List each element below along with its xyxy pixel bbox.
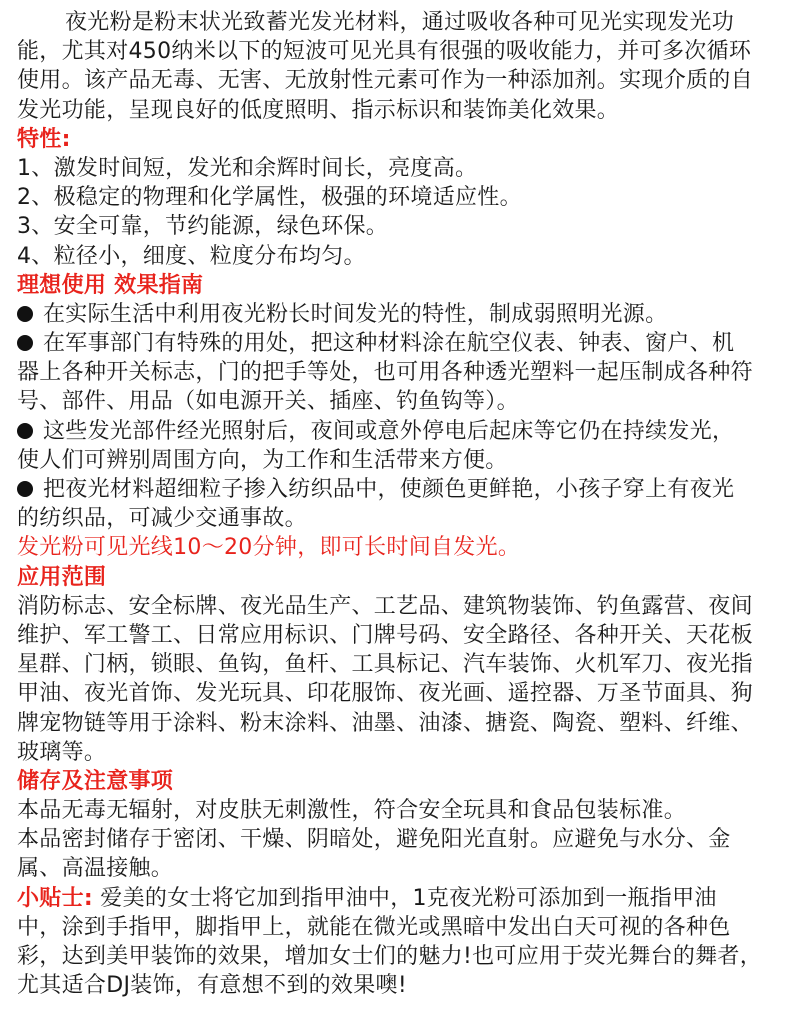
applications-line: 消防标志、安全标牌、夜光品生产、工艺品、建筑物装饰、钓鱼露营、夜间 — [17, 593, 753, 619]
tips-label: 小贴士: — [17, 885, 93, 911]
feature-item: 2、极稳定的物理和化学属性，极强的环境适应性。 — [17, 185, 522, 211]
intro-line: 发光功能，呈现良好的低度照明、指示标识和装饰美化效果。 — [17, 97, 620, 123]
usage-note: 发光粉可见光线10～20分钟，即可长时间自发光。 — [17, 535, 521, 561]
usage-line: 在实际生活中利用夜光粉长时间发光的特性，制成弱照明光源。 — [17, 300, 774, 329]
applications-line: 玻璃等。 — [17, 739, 107, 765]
intro-line: 使用。该产品无毒、无害、无放射性元素可作为一种添加剂。实现介质的自 — [17, 68, 753, 94]
feature-item: 4、粒径小，细度、粒度分布均匀。 — [17, 243, 366, 269]
usage-title: 理想使用 效果指南 — [17, 272, 204, 298]
intro-paragraph — [17, 8, 774, 125]
usage-line: 在军事部门有特殊的用处，把这种材料涂在航空仪表、钟表、窗户、机 — [17, 329, 774, 358]
storage-line: 属、高温接触。 — [17, 856, 174, 882]
storage-section — [17, 767, 774, 884]
bullet-icon — [17, 335, 33, 351]
bullet-icon — [17, 423, 33, 439]
applications-title: 应用范围 — [17, 564, 107, 590]
storage-line: 本品无毒无辐射，对皮肤无刺激性，符合安全玩具和食品包装标准。 — [17, 798, 687, 824]
feature-item: 1、激发时间短，发光和余辉时间长，亮度高。 — [17, 155, 478, 181]
tips-line: 彩，达到美甲装饰的效果，增加女士们的魅力!也可应用于荧光舞台的舞者， — [17, 944, 763, 969]
tips-line: 尤其适合DJ装饰，有意想不到的效果噢! — [17, 973, 407, 999]
storage-line: 本品密封储存于密闭、干燥、阴暗处，避免阳光直射。应避免与水分、金 — [17, 827, 731, 853]
feature-item: 3、安全可靠，节约能源，绿色环保。 — [17, 214, 389, 240]
features-title: 特性: — [17, 126, 71, 152]
applications-section — [17, 563, 774, 767]
applications-line: 星群、门柄，锁眼、鱼钩，鱼杆、工具标记、汽车装饰、火机军刀、夜光指 — [17, 652, 753, 678]
bullet-icon — [17, 306, 33, 322]
bullet-icon — [17, 481, 33, 497]
applications-line: 甲油、夜光首饰、发光玩具、印花服饰、夜光画、遥控器、万圣节面具、狗 — [17, 681, 753, 707]
intro-line: 夜光粉是粉末状光致蓄光发光材料，通过吸收各种可见光实现发光功 — [65, 10, 735, 35]
usage-line: 使人们可辨别周围方向，为工作和生活带来方便。 — [17, 447, 508, 473]
usage-line: 这些发光部件经光照射后，夜间或意外停电后起床等它仍在持续发光， — [17, 417, 774, 446]
usage-line: 的纺织品，可减少交通事故。 — [17, 506, 307, 532]
applications-line: 牌宠物链等用于涂料、粉末涂料、油墨、油漆、搪瓷、陶瓷、塑料、纤维、 — [17, 710, 753, 736]
tips-section — [17, 884, 774, 1001]
usage-line: 器上各种开关标志，门的把手等处，也可用各种透光塑料一起压制成各种符 — [17, 360, 753, 386]
storage-title: 储存及注意事项 — [17, 768, 174, 794]
usage-line: 把夜光材料超细粒子掺入纺织品中，使颜色更鲜艳，小孩子穿上有夜光 — [17, 475, 774, 504]
usage-section — [17, 271, 774, 563]
tips-line: 小贴士: 爱美的女士将它加到指甲油中，1克夜光粉可添加到一瓶指甲油 — [17, 885, 717, 911]
intro-line: 能，尤其对450纳米以下的短波可见光具有很强的吸收能力，并可多次循环 — [17, 39, 752, 65]
features-section — [17, 125, 774, 271]
tips-line: 中，涂到手指甲，脚指甲上，就能在微光或黑暗中发出白天可视的各种色 — [17, 914, 731, 940]
applications-line: 维护、军工警工、日常应用标识、门牌号码、安全路径、各种开关、天花板 — [17, 622, 753, 648]
usage-line: 号、部件、用品（如电源开关、插座、钓鱼钩等）。 — [17, 389, 519, 415]
